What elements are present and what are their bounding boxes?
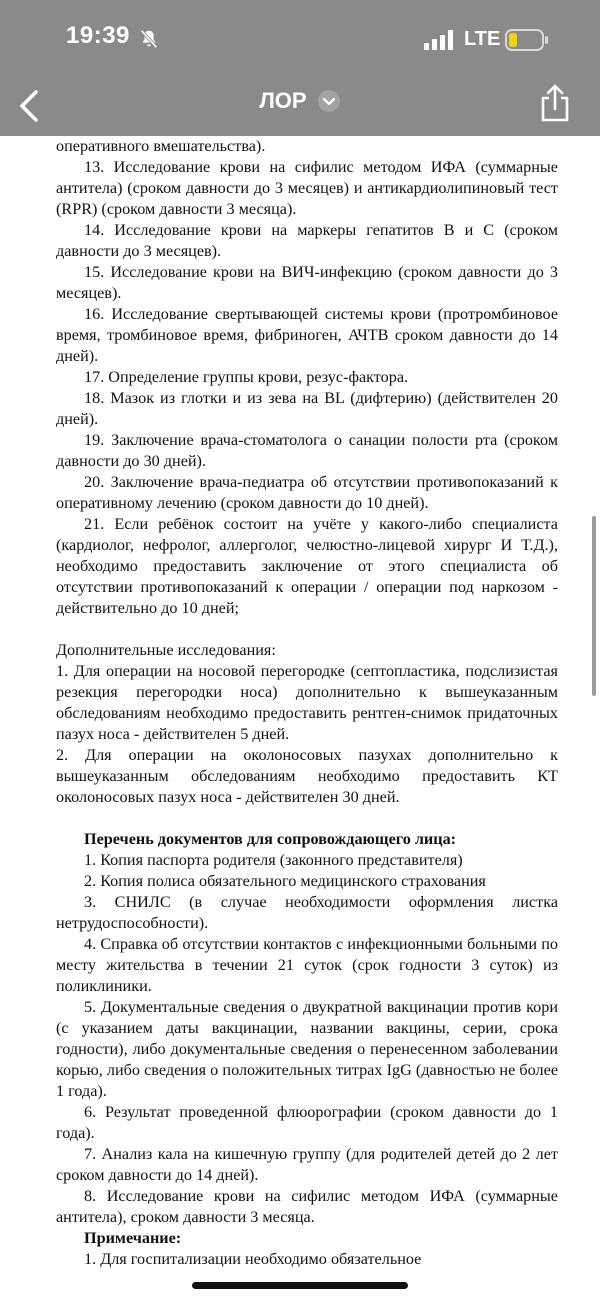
list-item: 13. Исследование крови на сифилис методом ИФА (суммарные антитела) (сроком давности до 3 месяцев) и антикардиолипиновый тест (RPR) (сроком давности 3 месяца).	[56, 158, 558, 218]
companion-heading: Перечень документов для сопровождающего лица:	[84, 830, 457, 848]
battery-low-icon	[505, 29, 549, 51]
share-icon[interactable]	[538, 82, 572, 124]
note-heading: Примечание:	[84, 1229, 182, 1247]
nav-title-group[interactable]	[0, 88, 600, 114]
list-item: 6. Результат проведенной флюорографии (сроком давности до 1 года).	[56, 1103, 558, 1142]
list-item: 14. Исследование крови на маркеры гепатитов В и С (сроком давности до 3 месяцев).	[56, 221, 558, 260]
signal-icon	[424, 30, 454, 50]
list-item: 3. СНИЛС (в случае необходимости оформления листка нетрудоспособности).	[56, 893, 558, 932]
list-item: 19. Заключение врача-стоматолога о санации полости рта (сроком давности до 30 дней).	[56, 431, 558, 470]
list-item: 8. Исследование крови на сифилис методом ИФА (суммарные антитела), сроком давности 3 месяца.	[56, 1187, 558, 1226]
top-bar	[0, 0, 600, 136]
list-item: 21. Если ребёнок состоит на учёте у какого-либо специалиста (кардиолог, нефролог, аллерголог, челюстно-лицевой хирург И Т.Д.), необходимо предоставить заключение от этого специалиста об отсутствии противопоказаний к операции / операции под наркозом - действительно до 10 дней;	[56, 515, 558, 617]
list-item: 4. Справка об отсутствии контактов с инфекционными больными по месту жительства в течении 21 суток (срок годности 3 суток) из поликлиники.	[56, 935, 558, 995]
list-item: 1. Для операции на носовой перегородке (септопластика, подслизистая резекция перегородки носа) дополнительно к вышеуказанным обследованиям необходимо предоставить рентген-снимок придаточных пазух носа - действителен 5 дней.	[56, 662, 558, 743]
list-item: 1. Для госпитализации необходимо обязательное	[84, 1250, 422, 1268]
document-content	[56, 136, 558, 1270]
page-title[interactable]: ЛОР	[259, 88, 307, 113]
list-item: 15. Исследование крови на ВИЧ-инфекцию (сроком давности до 3 месяцев).	[56, 263, 558, 302]
list-item: 2. Для операции на околоносовых пазухах дополнительно к вышеуказанным обследованиям необходимо предоставить КТ околоносовых пазух носа - действителен 30 дней.	[56, 746, 558, 806]
list-item: 20. Заключение врача-педиатра об отсутствии противопоказаний к оперативному лечению (сроком давности до 10 дней).	[56, 473, 558, 512]
scrollbar[interactable]	[592, 516, 596, 696]
document-line: оперативного вмешательства).	[56, 137, 266, 155]
list-item: 16. Исследование свертывающей системы крови (протромбиновое время, тромбиновое время, фибриноген, АЧТВ сроком давности до 14 дней).	[56, 305, 558, 365]
chevron-down-icon[interactable]	[317, 89, 341, 113]
additional-heading: Дополнительные исследования:	[56, 641, 276, 659]
home-indicator[interactable]	[192, 1282, 408, 1289]
list-item: 1. Копия паспорта родителя (законного представителя)	[84, 851, 463, 869]
list-item: 17. Определение группы крови, резус-фактора.	[84, 368, 409, 386]
list-item: 7. Анализ кала на кишечную группу (для родителей детей до 2 лет сроком давности до 14 дней).	[56, 1145, 558, 1184]
status-time: 19:39	[66, 22, 130, 49]
list-item: 5. Документальные сведения о двукратной вакцинации против кори (с указанием даты вакцинации, названии вакцины, серии, срока годности), либо документальные сведения о перенесенном заболевании корью, либо сведения о положительных титрах IgG (давностью не более 1 года).	[56, 998, 558, 1100]
network-type: LTE	[464, 28, 501, 50]
list-item: 18. Мазок из глотки и из зева на BL (дифтерию) (действителен 20 дней).	[56, 389, 558, 428]
list-item: 2. Копия полиса обязательного медицинского страхования	[84, 872, 486, 890]
bell-slash-icon	[138, 28, 160, 50]
